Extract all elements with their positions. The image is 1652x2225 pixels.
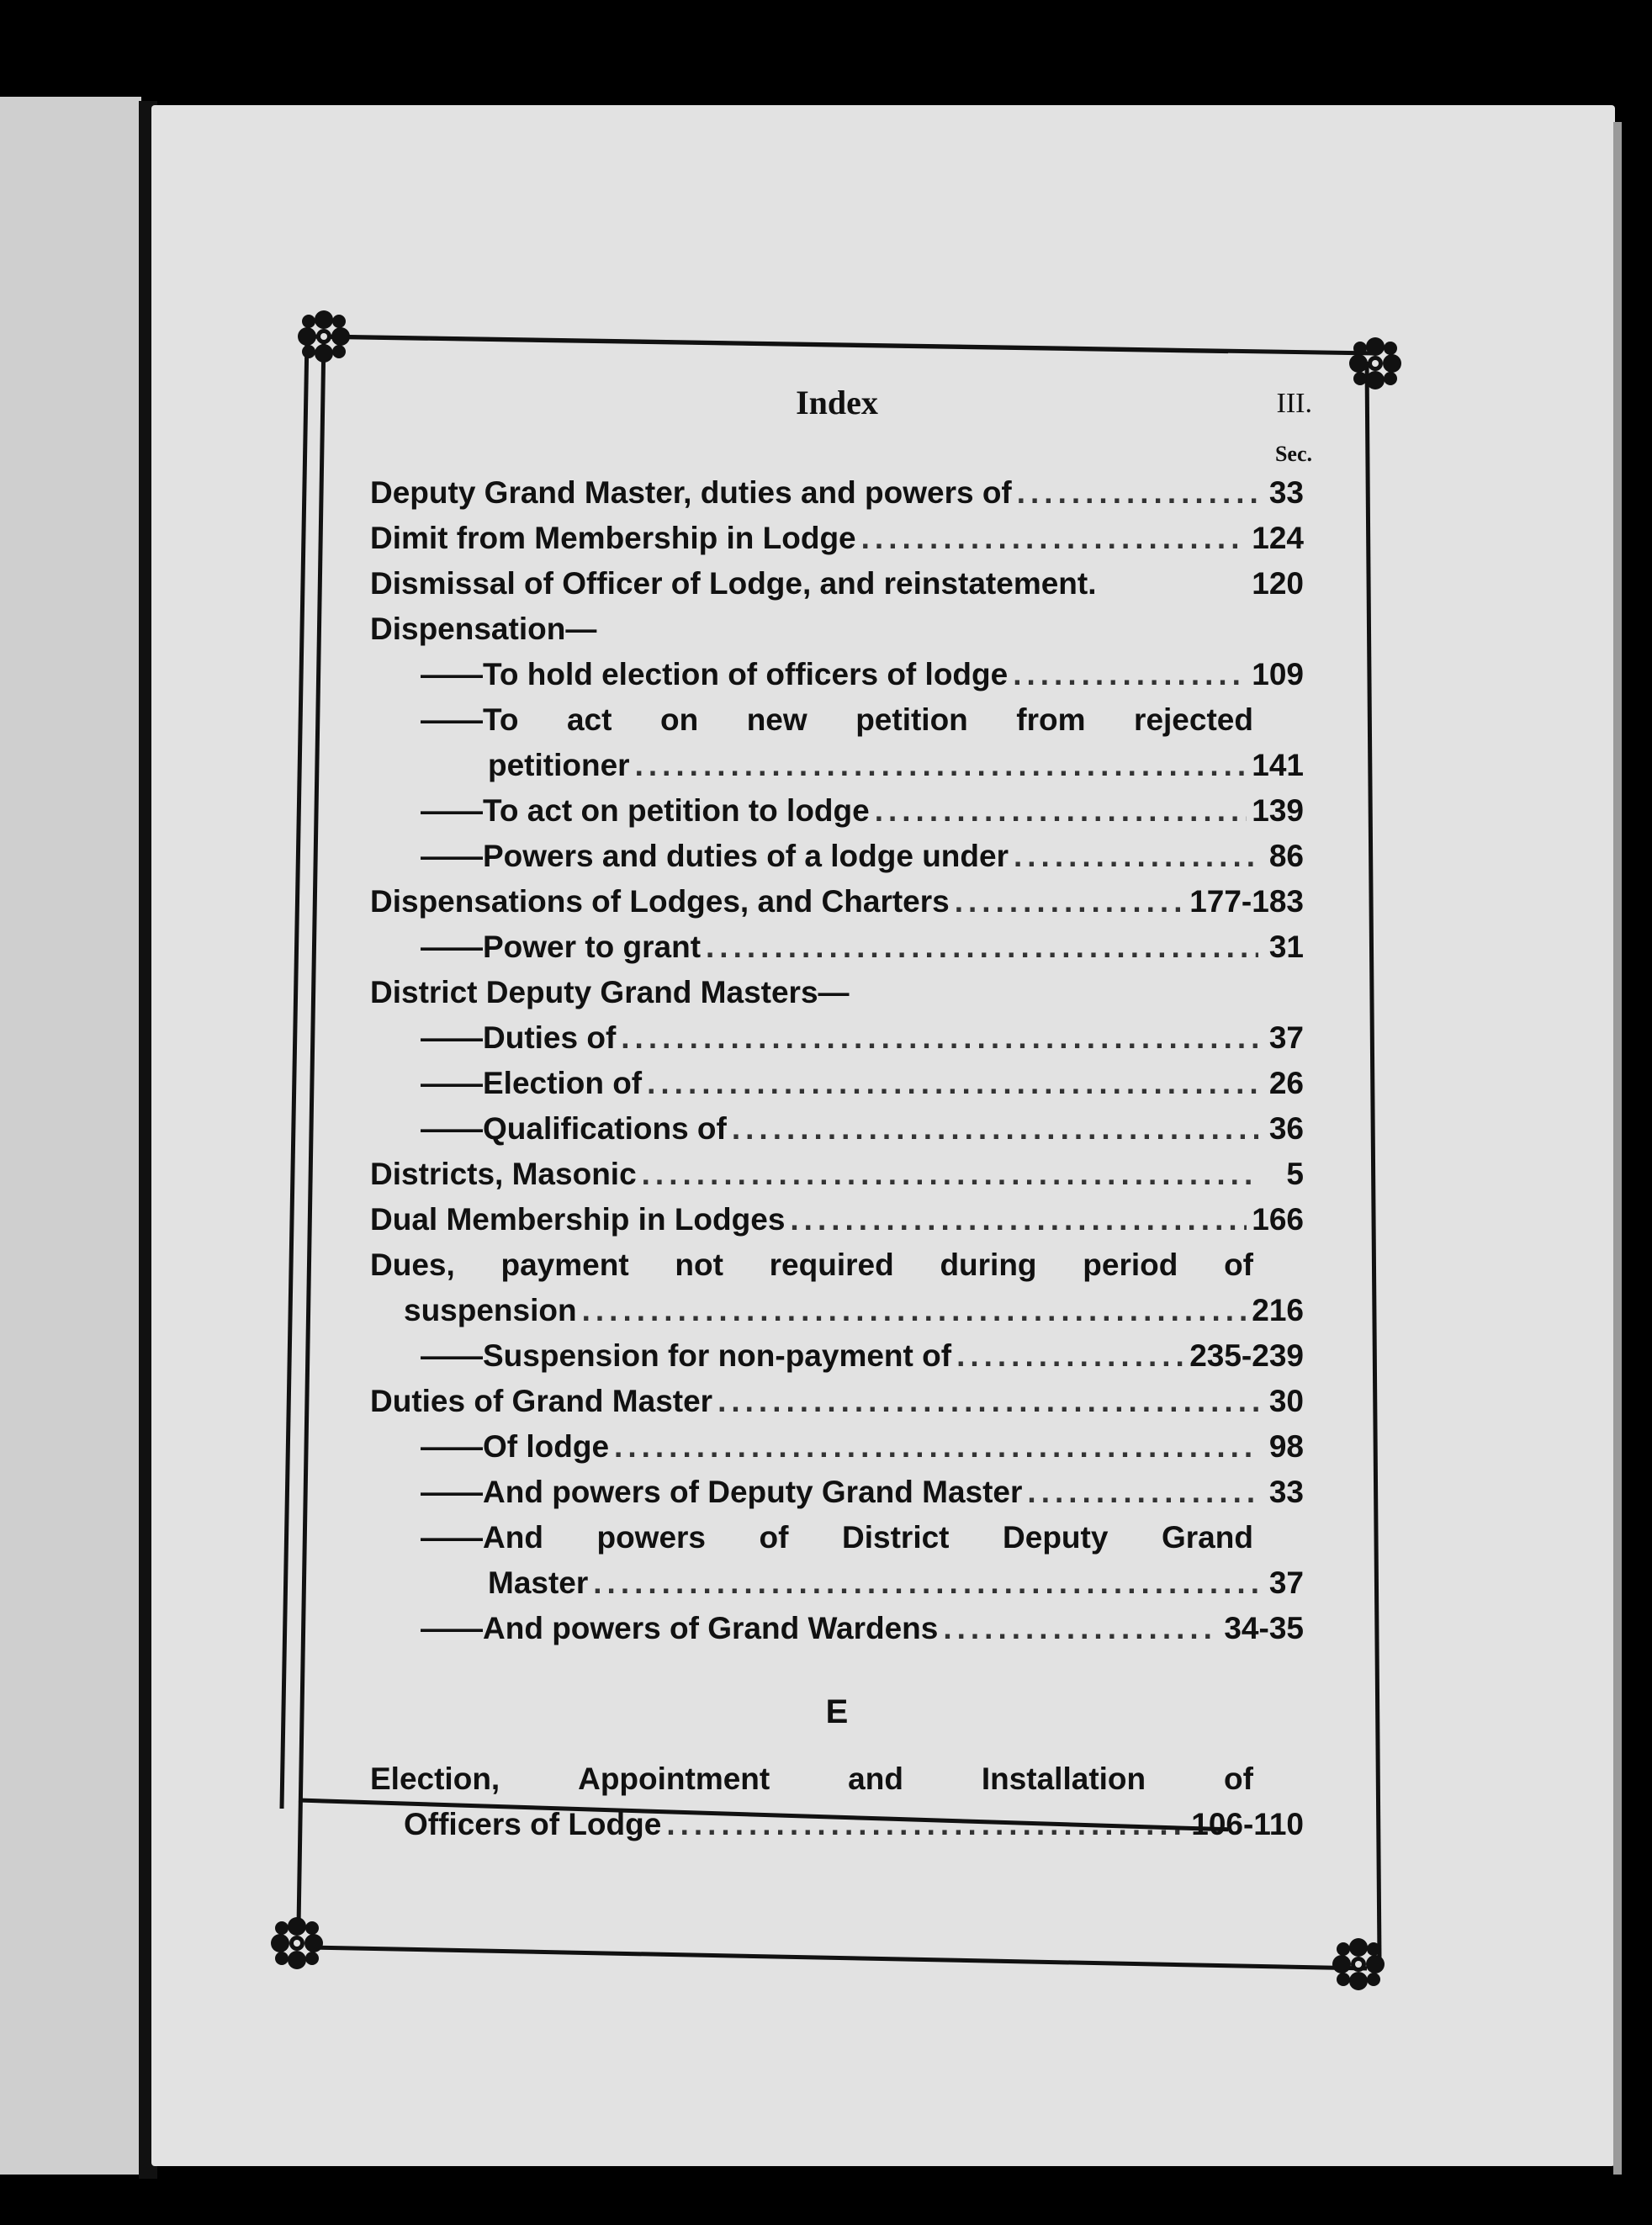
index-content [370,383,1312,1847]
section-letter-e: E [825,1693,849,1730]
index-subentry: ——To hold election of officers of lodge ..... 109 [370,652,1304,697]
section-column-label: Sec. [1274,442,1312,466]
corner-ornament-bottom-left [271,1917,323,1969]
index-heading: District Deputy Grand Masters— [370,975,850,1009]
index-subentry: ——To act on petition to lodge ..... 139 [370,788,1304,834]
index-subentry: ——Power to grant ..... 31 [370,924,1304,970]
index-subentry: ——Qualifications of ..... 36 [370,1106,1304,1152]
index-entry: Dismissal of Officer of Lodge, and reinstatement. 120 [370,566,1304,601]
page-number: III. [1276,388,1312,419]
index-entry-continued: Officers of Lodge ..... 106-110 [370,1802,1304,1847]
index-subentry-continued: Master ..... 37 [370,1560,1304,1606]
page-header [370,383,1312,442]
index-subentry: ——Powers and duties of a lodge under ..... 86 [370,834,1304,879]
corner-ornament-top-right [1349,337,1401,389]
index-subentry: ——And powers of Grand Wardens ..... 34-35 [370,1606,1304,1651]
corner-ornament-bottom-right [1332,1938,1385,1990]
index-entry: Dual Membership in Lodges ..... 166 [370,1197,1304,1242]
index-subentry: ——Of lodge ..... 98 [370,1424,1304,1470]
index-subentry-continued: petitioner ..... 141 [370,743,1304,788]
index-entry-wrapped: Dues, payment not required during period of [370,1248,1253,1282]
index-heading: Dispensation— [370,612,597,646]
index-subentry: ——Duties of ..... 37 [370,1015,1304,1061]
page-title: Index [796,384,878,421]
index-entry-wrapped: Election, Appointment and Installation of [370,1761,1253,1796]
corner-ornament-top-left [298,310,350,363]
index-entry: Deputy Grand Master, duties and powers of ..... 33 [370,470,1304,516]
index-subentry: ——Election of ..... 26 [370,1061,1304,1106]
index-subentry: ——And powers of Deputy Grand Master ..... 33 [370,1470,1304,1515]
index-subentry: ——Suspension for non-payment of ..... 235-239 [370,1333,1304,1379]
index-entry: Dispensations of Lodges, and Charters ..... 177-183 [370,879,1304,924]
index-entry: Duties of Grand Master ..... 30 [370,1379,1304,1424]
index-entry: Districts, Masonic ..... 5 [370,1152,1304,1197]
index-entry-continued: suspension ..... 216 [370,1288,1304,1333]
index-subentry-wrapped: ——And powers of District Deputy Grand [421,1520,1253,1555]
index-subentry-wrapped: ——To act on new petition from rejected [421,702,1253,737]
index-entry: Dimit from Membership in Lodge ..... 124 [370,516,1304,561]
